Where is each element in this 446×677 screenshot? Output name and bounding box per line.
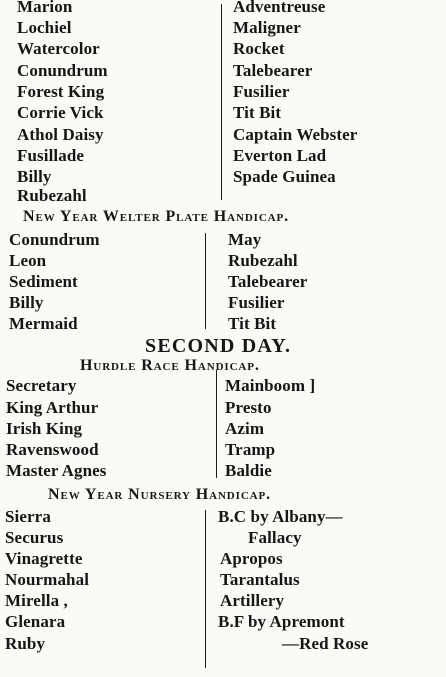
entry-left: Sediment — [9, 272, 78, 291]
entry-right: Adventreuse — [233, 0, 326, 16]
entry-left: Leon — [9, 251, 47, 270]
entry-right: Everton Lad — [233, 146, 327, 165]
entry-right: Artillery — [220, 591, 285, 610]
entry-right: Azim — [225, 419, 265, 438]
entry-left: Securus — [5, 528, 64, 547]
race-heading-nursery: New Year Nursery Handicap. — [48, 486, 272, 503]
entry-right: Tramp — [225, 440, 276, 459]
entry-right: Spade Guinea — [233, 167, 336, 186]
entry-right: May — [228, 230, 262, 249]
entry-right: Baldie — [225, 461, 272, 480]
entry-right: —Red Rose — [282, 634, 369, 653]
column-rule-2 — [205, 233, 206, 329]
entry-left: Glenara — [5, 612, 66, 631]
entry-left: Billy — [17, 167, 52, 186]
entry-right: B.C by Albany— — [218, 507, 343, 526]
entry-right: Tit Bit — [228, 314, 277, 333]
entry-right: Tit Bit — [233, 103, 282, 122]
entry-left: Corrie Vick — [17, 103, 104, 122]
entry-right: Talebearer — [233, 61, 313, 80]
entry-left: Ravenswood — [6, 440, 99, 459]
entry-right: Apropos — [220, 549, 283, 568]
column-rule-4 — [205, 510, 206, 668]
entry-left: Ruby — [5, 634, 46, 653]
entry-left: Sierra — [5, 507, 51, 526]
column-rule-3 — [216, 370, 217, 478]
entry-right: Presto — [225, 398, 272, 417]
entry-right: Captain Webster — [233, 125, 358, 144]
race-heading-welter: New Year Welter Plate Handicap. — [23, 208, 290, 225]
entry-left: Secretary — [6, 376, 77, 395]
race-heading-hurdle: Hurdle Race Handicap. — [80, 357, 260, 374]
entry-left: Rubezahl — [17, 186, 87, 205]
entry-right: Talebearer — [228, 272, 308, 291]
entry-right: Rubezahl — [228, 251, 298, 270]
entry-left: King Arthur — [6, 398, 99, 417]
entry-left: Marion — [17, 0, 73, 16]
day-heading: SECOND DAY. — [145, 335, 292, 357]
entry-left: Vinagrette — [5, 549, 83, 568]
entry-left: Nourmahal — [5, 570, 90, 589]
entry-left: Forest King — [17, 82, 105, 101]
entry-right: Fallacy — [248, 528, 302, 547]
column-rule-1 — [221, 4, 222, 200]
entry-left: Conundrum — [9, 230, 100, 249]
entry-left: Watercolor — [17, 39, 100, 58]
entry-right: Rocket — [233, 39, 285, 58]
entry-right: Mainboom ] — [225, 376, 316, 395]
entry-left: Master Agnes — [6, 461, 107, 480]
entry-left: Athol Daisy — [17, 125, 104, 144]
entry-right: Maligner — [233, 18, 301, 37]
entry-left: Irish King — [6, 419, 83, 438]
entry-left: Mirella , — [5, 591, 68, 610]
entry-left: Lochiel — [17, 18, 72, 37]
entry-left: Fusillade — [17, 146, 85, 165]
entry-left: Billy — [9, 293, 44, 312]
entry-left: Mermaid — [9, 314, 78, 333]
entry-right: B.F by Apremont — [218, 612, 345, 631]
entry-right: Tarantalus — [220, 570, 300, 589]
entry-left: Conundrum — [17, 61, 108, 80]
entry-right: Fusilier — [228, 293, 285, 312]
entry-right: Fusilier — [233, 82, 290, 101]
